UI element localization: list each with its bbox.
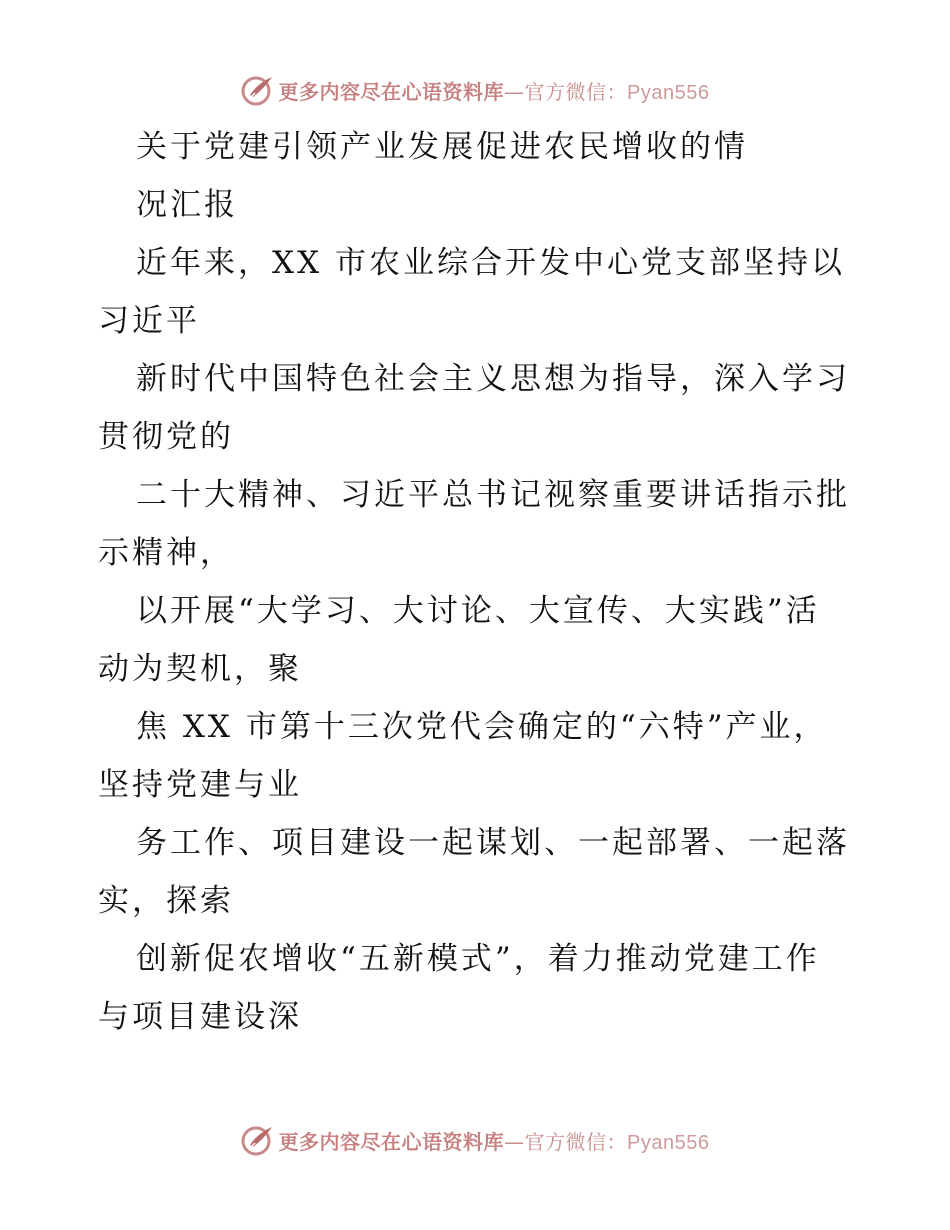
watermark-site-name: 更多内容尽在心语资料库 [278, 79, 505, 104]
paragraph-line: 与项目建设深 [98, 999, 302, 1035]
paragraph-line: 创新促农增收“五新模式”，着力推动党建工作 [136, 941, 820, 977]
footer-watermark [0, 1120, 950, 1160]
paragraph-line: 以开展“大学习、大讨论、大宣传、大实践”活 [136, 593, 820, 629]
document-body [98, 118, 858, 1046]
paragraph-line: 务工作、项目建设一起谋划、一起部署、一起落 [136, 825, 850, 861]
paragraph-line: 动为契机，聚 [98, 651, 302, 687]
paragraph-line: 示精神， [98, 535, 234, 571]
paragraph-line: 坚持党建与业 [98, 767, 302, 803]
document-title-line-2: 况汇报 [136, 187, 238, 223]
header-watermark [0, 70, 950, 110]
paragraph-line: 焦 XX 市第十三次党代会确定的“六特”产业， [136, 709, 828, 745]
watermark-wechat-label: —官方微信： [504, 1129, 628, 1154]
quill-logo-icon [241, 1123, 275, 1157]
paragraph-line: 习近平 [98, 303, 200, 339]
paragraph-line: 贯彻党的 [98, 419, 234, 455]
watermark-site-name: 更多内容尽在心语资料库 [278, 1129, 505, 1154]
watermark-text [279, 76, 710, 105]
document-title-line-1: 关于党建引领产业发展促进农民增收的情 [136, 129, 748, 165]
watermark-wechat-id: Pyan556 [627, 81, 710, 104]
quill-logo-icon [241, 73, 275, 107]
watermark-text [279, 1126, 710, 1155]
watermark-wechat-label: —官方微信： [504, 79, 628, 104]
watermark-wechat-id: Pyan556 [627, 1131, 710, 1154]
paragraph-line: 近年来，XX 市农业综合开发中心党支部坚持以 [136, 245, 845, 281]
paragraph-line: 实，探索 [98, 883, 234, 919]
paragraph-line: 新时代中国特色社会主义思想为指导，深入学习 [136, 361, 850, 397]
paragraph-line: 二十大精神、习近平总书记视察重要讲话指示批 [136, 477, 850, 513]
